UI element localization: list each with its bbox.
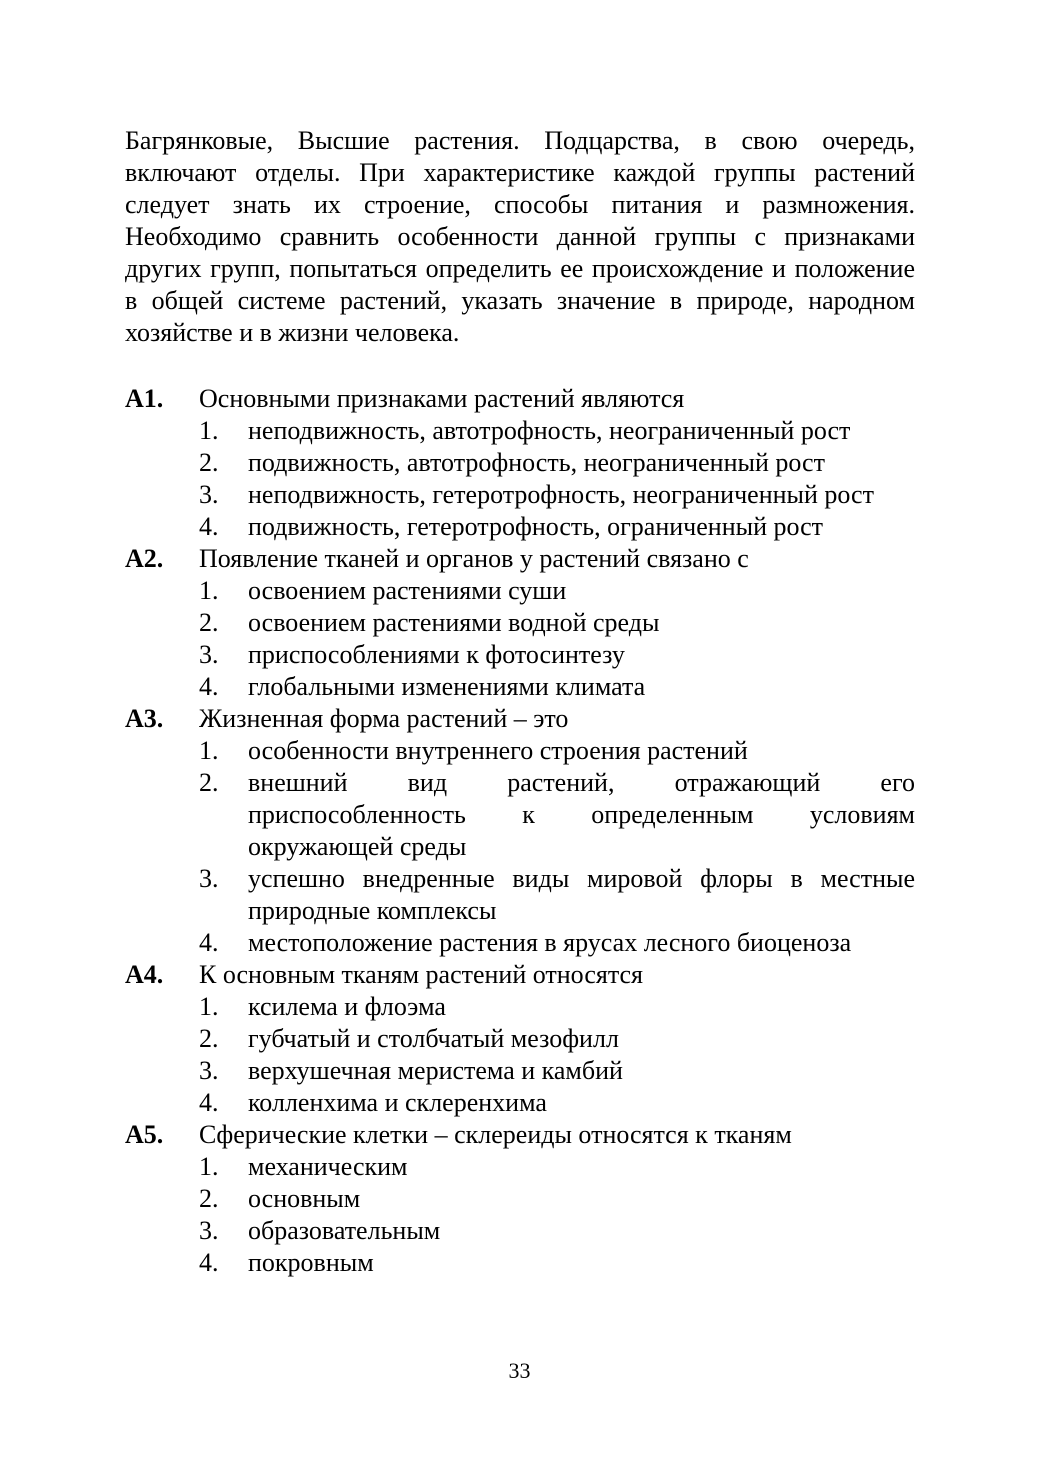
question-text: Жизненная форма растений – это bbox=[199, 704, 569, 733]
question-a3 bbox=[125, 703, 915, 959]
option-text: ксилема и флоэма bbox=[248, 992, 446, 1021]
question-number: А5. bbox=[125, 1120, 164, 1149]
option-number: 1. bbox=[199, 416, 219, 445]
option-text: неподвижность, гетеротрофность, неограниченный рост bbox=[248, 480, 874, 509]
answer-option bbox=[199, 447, 915, 479]
option-number: 2. bbox=[199, 448, 219, 477]
option-text: образовательным bbox=[248, 1216, 441, 1245]
answer-option bbox=[199, 735, 915, 767]
question-a4 bbox=[125, 959, 915, 1119]
answer-option bbox=[199, 575, 915, 607]
question-a2 bbox=[125, 543, 915, 703]
answer-option bbox=[199, 1247, 915, 1279]
option-number: 3. bbox=[199, 1056, 219, 1085]
option-number: 4. bbox=[199, 1088, 219, 1117]
option-number: 4. bbox=[199, 512, 219, 541]
option-text: верхушечная меристема и камбий bbox=[248, 1056, 623, 1085]
question-header bbox=[125, 959, 915, 991]
answer-option bbox=[199, 415, 915, 447]
question-number: А2. bbox=[125, 544, 164, 573]
question-text: Появление тканей и органов у растений связано с bbox=[199, 544, 749, 573]
option-number: 2. bbox=[199, 1024, 219, 1053]
option-text: освоением растениями суши bbox=[248, 576, 567, 605]
answer-option bbox=[199, 671, 915, 703]
question-list bbox=[125, 383, 915, 1279]
option-number: 1. bbox=[199, 736, 219, 765]
option-text: колленхима и склеренхима bbox=[248, 1088, 547, 1117]
option-text: механическим bbox=[248, 1152, 408, 1181]
question-header bbox=[125, 543, 915, 575]
option-text: особенности внутреннего строения растений bbox=[248, 736, 748, 765]
question-number: А1. bbox=[125, 384, 164, 413]
answer-option bbox=[199, 927, 915, 959]
question-header bbox=[125, 1119, 915, 1151]
option-number: 1. bbox=[199, 1152, 219, 1181]
option-number: 4. bbox=[199, 1248, 219, 1277]
answer-options bbox=[125, 991, 915, 1119]
option-text: покровным bbox=[248, 1248, 374, 1277]
option-text: подвижность, автотрофность, неограниченный рост bbox=[248, 448, 825, 477]
answer-options bbox=[125, 575, 915, 703]
option-text: основным bbox=[248, 1184, 361, 1213]
option-number: 1. bbox=[199, 992, 219, 1021]
option-number: 3. bbox=[199, 640, 219, 669]
option-text: успешно внедренные виды мировой флоры в местные природные комплексы bbox=[248, 864, 915, 925]
question-text: Основными признаками растений являются bbox=[199, 384, 685, 413]
answer-option bbox=[199, 1215, 915, 1247]
question-text: Сферические клетки – склереиды относятся к тканям bbox=[199, 1120, 792, 1149]
answer-option bbox=[199, 863, 915, 927]
answer-option bbox=[199, 511, 915, 543]
answer-option bbox=[199, 1055, 915, 1087]
intro-paragraph: Багрянковые, Высшие растения. Подцарства, в свою очередь, включают отделы. При характеристике каждой группы растений следует знать их строение, способы питания и размножения. Необходимо сравнить особенности данной группы с признаками других групп, попытаться определить ее происхождение и положение в общей системе растений, указать значение в природе, народном хозяйстве и в жизни человека. bbox=[125, 126, 915, 347]
option-text: глобальными изменениями климата bbox=[248, 672, 646, 701]
option-number: 2. bbox=[199, 1184, 219, 1213]
answer-options bbox=[125, 415, 915, 543]
question-number: А4. bbox=[125, 960, 164, 989]
option-number: 2. bbox=[199, 768, 219, 797]
question-text: К основным тканям растений относятся bbox=[199, 960, 644, 989]
option-text: подвижность, гетеротрофность, ограниченный рост bbox=[248, 512, 824, 541]
option-number: 3. bbox=[199, 480, 219, 509]
question-a5 bbox=[125, 1119, 915, 1279]
question-number: А3. bbox=[125, 704, 164, 733]
page-number: 33 bbox=[508, 1358, 531, 1383]
option-number: 3. bbox=[199, 864, 219, 893]
answer-option bbox=[199, 991, 915, 1023]
option-text: местоположение растения в ярусах лесного биоценоза bbox=[248, 928, 852, 957]
option-number: 1. bbox=[199, 576, 219, 605]
option-text: освоением растениями водной среды bbox=[248, 608, 660, 637]
question-header bbox=[125, 703, 915, 735]
option-text: неподвижность, автотрофность, неограниченный рост bbox=[248, 416, 851, 445]
answer-option bbox=[199, 1023, 915, 1055]
option-number: 4. bbox=[199, 928, 219, 957]
answer-option bbox=[199, 1183, 915, 1215]
answer-option bbox=[199, 607, 915, 639]
answer-option bbox=[199, 479, 915, 511]
question-header bbox=[125, 383, 915, 415]
answer-option bbox=[199, 767, 915, 863]
answer-options bbox=[125, 1151, 915, 1279]
option-text: приспособлениями к фотосинтезу bbox=[248, 640, 625, 669]
answer-options bbox=[125, 735, 915, 959]
option-text: внешний вид растений, отражающий его приспособленность к определенным условиям окружающей среды bbox=[248, 768, 915, 861]
option-text: губчатый и столбчатый мезофилл bbox=[248, 1024, 619, 1053]
option-number: 3. bbox=[199, 1216, 219, 1245]
answer-option bbox=[199, 1087, 915, 1119]
option-number: 4. bbox=[199, 672, 219, 701]
answer-option bbox=[199, 639, 915, 671]
question-a1 bbox=[125, 383, 915, 543]
option-number: 2. bbox=[199, 608, 219, 637]
answer-option bbox=[199, 1151, 915, 1183]
